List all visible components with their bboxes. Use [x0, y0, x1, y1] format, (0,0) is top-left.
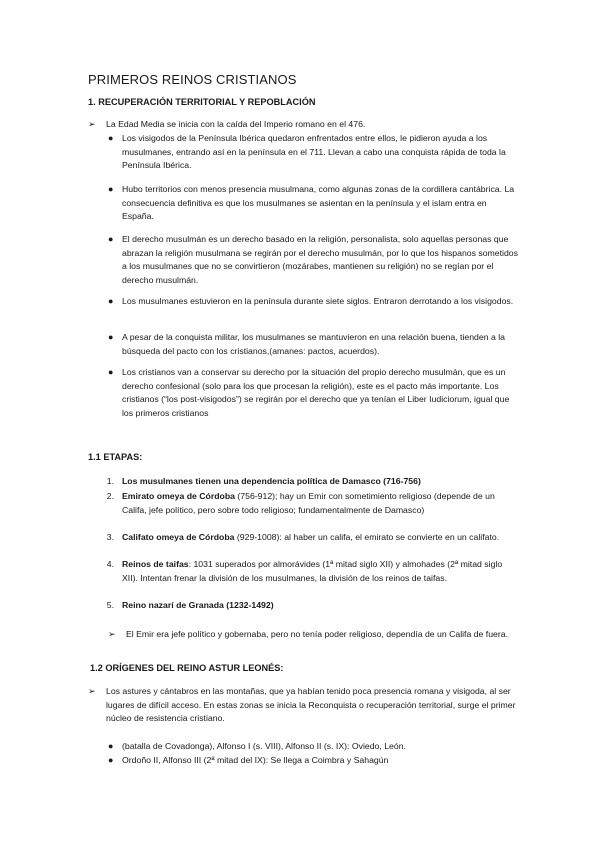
list-item: Califato omeya de Córdoba (929-1008): al haber un califa, el emirato se convierte en un califato.: [122, 532, 500, 542]
list-item: (batalla de Covadonga), Alfonso I (s. VIII), Alfonso II (s. IX): Oviedo, León.: [122, 741, 406, 751]
section11-note: El Emir era jefe político y gobernaba, pero no tenía poder religioso, dependía de un Califa de fuera.: [126, 629, 509, 639]
list-item: Los musulmanes tienen una dependencia política de Damasco (716-756): [122, 476, 421, 486]
list-item: El derecho musulmán es un derecho basado en la religión, personalista, solo aquellas personas que abrazan la religión musulmana se regirán por el derecho musulmán, por lo que los hispanos sometidos a los musulmanes que no se convirtieron (mozárabes, mantienen su religión) no se regían por el derecho musulmán.: [122, 234, 518, 285]
bullet-icon: ●: [108, 332, 114, 342]
page-title: PRIMEROS REINOS CRISTIANOS: [88, 72, 297, 87]
bullet-icon: ●: [108, 367, 114, 377]
list-item: Reinos de taifas: 1031 superados por almorávides (1ª mitad siglo XII) y almohades (2ª mitad siglo XII). Intentan frenar la división de los musulmanes, la división de los reinos de taifas.: [122, 559, 503, 583]
section12-intro: Los astures y cántabros en las montañas, que ya habían tenido poca presencia romana y visigoda, al ser lugares de difícil acceso. En estas zonas se inicia la Reconquista o recuperación territorial, surge el primer núcleo de resistencia cristiano.: [106, 686, 516, 723]
bullet-icon: ●: [108, 234, 114, 244]
list-item: Los cristianos van a conservar su derecho por la situación del propio derecho musulmán, que es un derecho confesional (solo para los que procesan la religión), este es el pacto más importante. Los cristianos (“los post-visigodos”) se regirán por el derecho que ya tenían el Liber Iudiciorum, igual que los primeros cristianos: [122, 367, 510, 418]
list-number: 3.: [106, 532, 114, 542]
arrow-bullet-icon: ➢: [108, 629, 116, 639]
list-number: 2.: [106, 491, 114, 501]
list-number: 4.: [106, 559, 114, 569]
section1-intro: La Edad Media se inicia con la caída del Imperio romano en el 476.: [106, 119, 366, 129]
bullet-icon: ●: [108, 741, 114, 751]
list-item: Hubo territorios con menos presencia musulmana, como algunas zonas de la cordillera cantábrica. La consecuencia definitiva es que los musulmanes se asientan en la península y el islam entra en España.: [122, 184, 515, 221]
arrow-bullet-icon: ➢: [88, 686, 96, 696]
list-number: 1.: [106, 476, 114, 486]
list-item: Ordoño II, Alfonso III (2ª mitad del IX): Se llega a Coimbra y Sahagún: [122, 755, 389, 765]
arrow-bullet-icon: ➢: [88, 119, 96, 129]
list-item: Emirato omeya de Córdoba (756-912); hay un Emir con sometimiento religioso (depende de un Califa, jefe político, pero sobre todo religioso; fundamentalmente de Damasco): [122, 491, 495, 515]
section-heading-1: 1. RECUPERACIÓN TERRITORIAL Y REPOBLACIÓN: [88, 97, 316, 107]
bullet-icon: ●: [108, 755, 114, 765]
section-heading-1-2: 1.2 ORÍGENES DEL REINO ASTUR LEONÉS:: [90, 663, 284, 673]
bullet-icon: ●: [108, 296, 114, 306]
list-item: Reino nazarí de Granada (1232-1492): [122, 600, 274, 610]
list-number: 5.: [106, 600, 114, 610]
bullet-icon: ●: [108, 133, 114, 143]
bullet-icon: ●: [108, 184, 114, 194]
list-item: Los musulmanes estuvieron en la península durante siete siglos. Entraron derrotando a los visigodos.: [122, 296, 514, 306]
list-item: A pesar de la conquista militar, los musulmanes se mantuvieron en una relación buena, tienden a la búsqueda del pacto con los cristianos,(amanes: pactos, acuerdos).: [122, 332, 505, 356]
list-item: Los visigodos de la Península Ibérica quedaron enfrentados entre ellos, le pidieron ayuda a los musulmanes, entrando así en la península en el 711. Llevan a cabo una conquista rápida de toda la Península Ibérica.: [122, 133, 506, 170]
section-heading-1-1: 1.1 ETAPAS:: [88, 452, 143, 462]
